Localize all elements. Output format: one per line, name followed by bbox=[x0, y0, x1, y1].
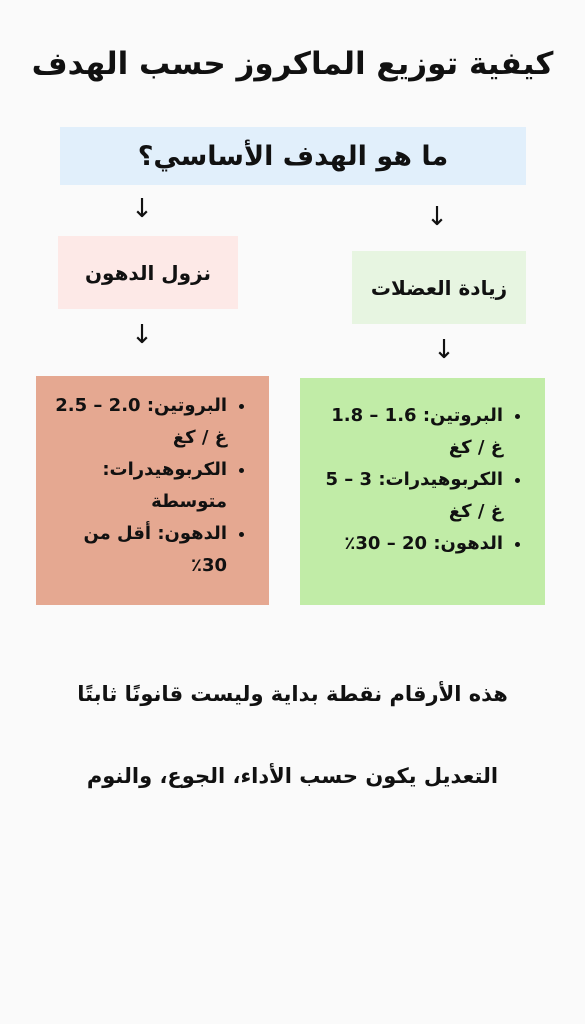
list-item: • البروتين: 2.0 – 2.5 غ / كغ bbox=[50, 390, 227, 454]
muscle-gain-macros-box bbox=[300, 378, 545, 605]
arrow-down-icon: ↓ bbox=[131, 194, 153, 224]
arrow-down-icon: ↓ bbox=[433, 335, 455, 365]
muscle-gain-label: زيادة العضلات bbox=[370, 275, 508, 300]
page-title: كيفية توزيع الماكروز حسب الهدف bbox=[31, 46, 554, 82]
fat-loss-label: نزول الدهون bbox=[84, 260, 212, 285]
arrow-down-icon: ↓ bbox=[426, 202, 448, 232]
list-item: • الدهون: أقل من 30٪ bbox=[50, 518, 227, 582]
note-starting-point: هذه الأرقام نقطة بداية وليست قانونًا ثابتًا bbox=[77, 682, 508, 706]
arrow-down-icon: ↓ bbox=[131, 320, 153, 350]
goal-question-box bbox=[60, 127, 526, 185]
fat-loss-box bbox=[58, 236, 238, 309]
list-item: • الكربوهيدرات: متوسطة bbox=[50, 454, 227, 518]
fat-loss-macros-box bbox=[36, 376, 269, 605]
muscle-gain-box bbox=[352, 251, 526, 324]
muscle-gain-macros-list bbox=[300, 400, 545, 560]
list-item: • الكربوهيدرات: 3 – 5 غ / كغ bbox=[314, 464, 503, 528]
fat-loss-macros-list bbox=[36, 390, 269, 582]
note-adjustment: التعديل يكون حسب الأداء، الجوع، والنوم bbox=[86, 764, 499, 788]
goal-question-text: ما هو الهدف الأساسي؟ bbox=[137, 140, 449, 172]
list-item: • الدهون: 20 – 30٪ bbox=[314, 528, 503, 560]
list-item: • البروتين: 1.6 – 1.8 غ / كغ bbox=[314, 400, 503, 464]
